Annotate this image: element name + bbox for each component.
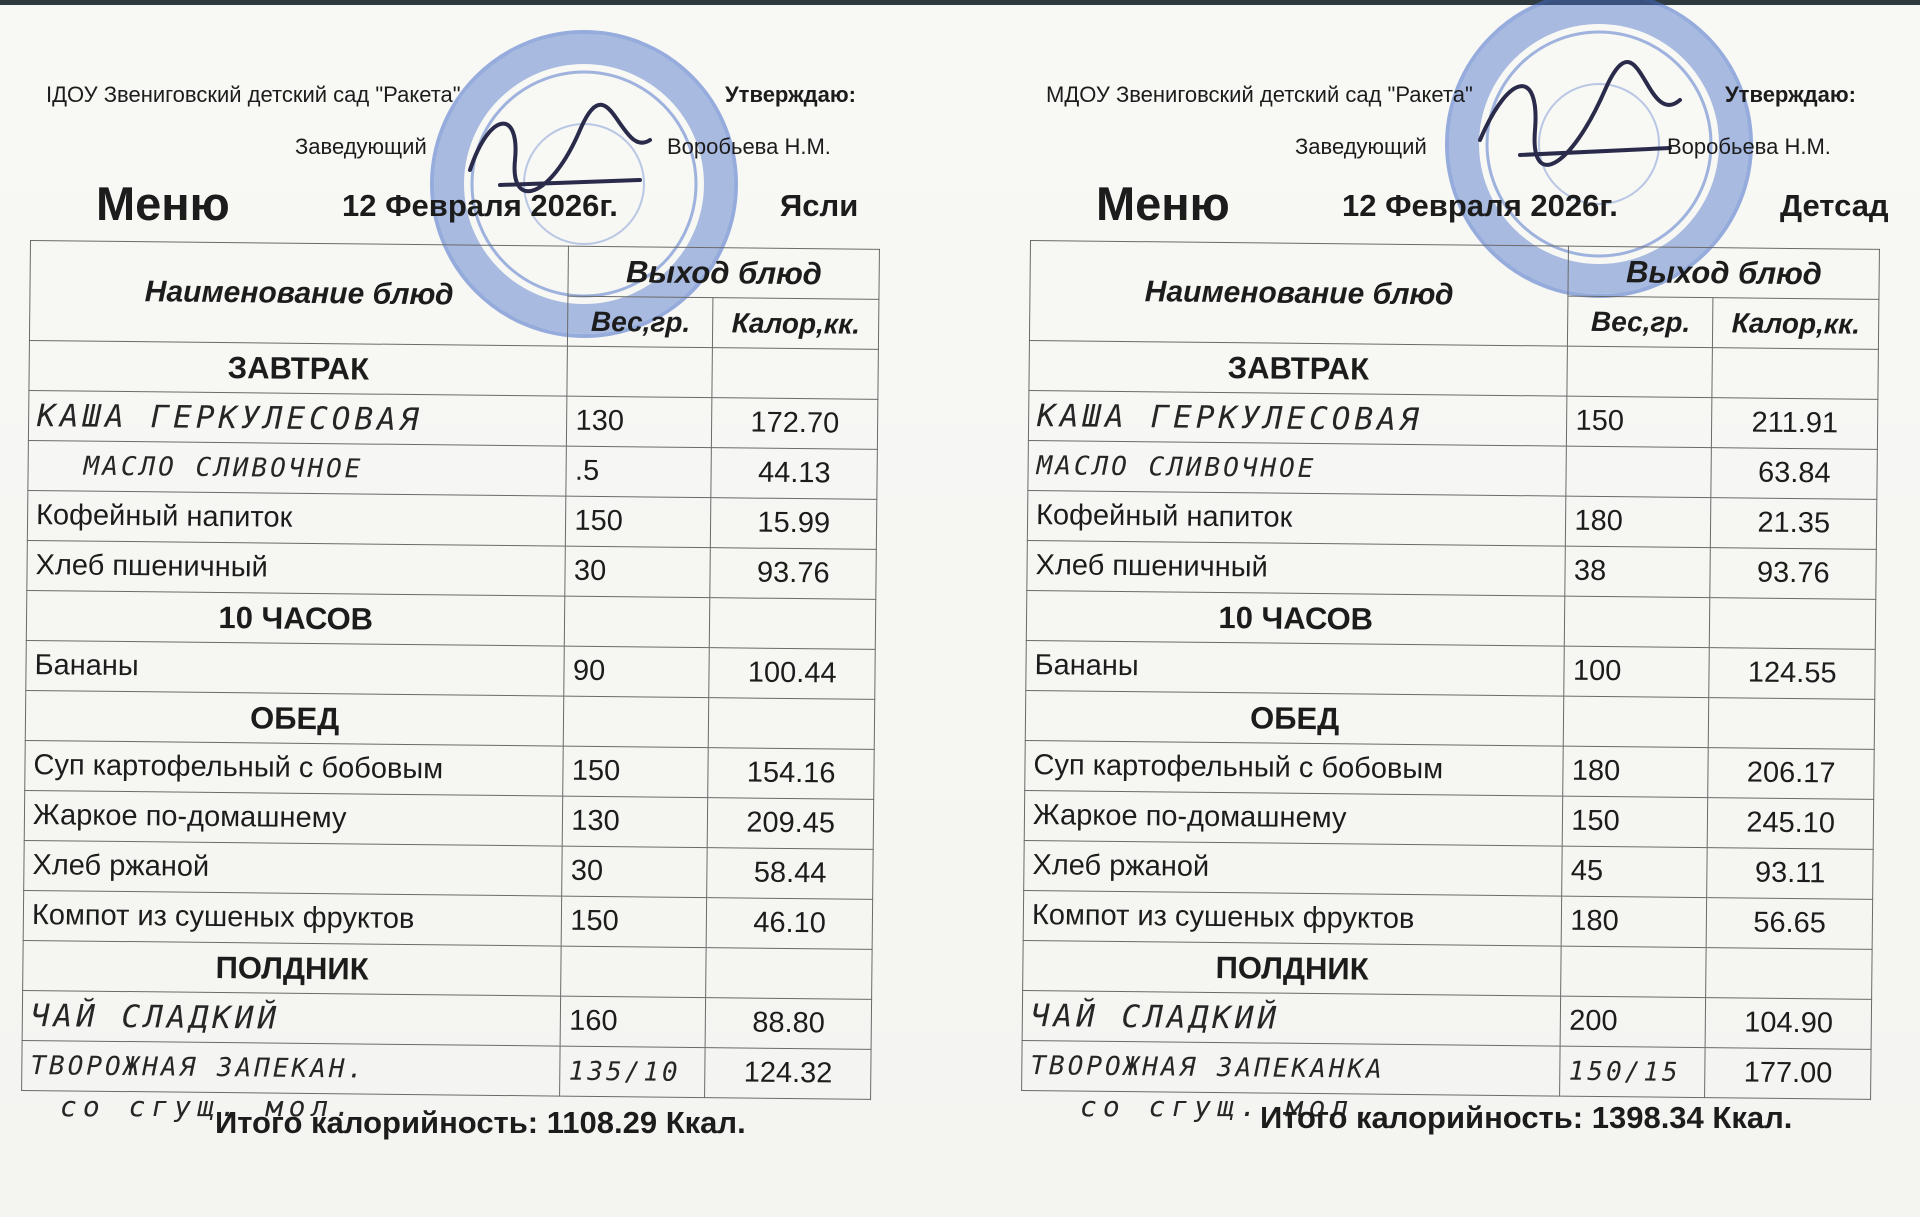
section-row <box>1023 940 1872 999</box>
dish-kcal: 63.84 <box>1711 448 1877 500</box>
dish-weight: 38 <box>1565 546 1711 598</box>
dish-kcal: 44.13 <box>711 448 877 500</box>
dish-name: ТВОРОЖНАЯ ЗАПЕКАН. <box>22 1040 561 1096</box>
dish-weight: 200 <box>1560 996 1706 1048</box>
section-breakfast: ЗАВТРАК <box>29 340 568 396</box>
dish-kcal: 206.17 <box>1708 748 1874 800</box>
dish-kcal: 46.10 <box>707 898 873 950</box>
dish-kcal: 93.76 <box>710 548 876 600</box>
table-row <box>1028 440 1877 499</box>
table-header-row <box>30 241 879 300</box>
dish-name: ЧАЙ СЛАДКИЙ <box>1022 990 1561 1046</box>
dish-kcal: 100.44 <box>709 648 875 700</box>
dish-weight: .5 <box>566 446 712 498</box>
dish-kcal: 209.45 <box>708 798 874 850</box>
menu-date: 12 Февраля 2026г. <box>1342 188 1618 223</box>
menu-table <box>1021 240 1880 1100</box>
dish-kcal: 124.55 <box>1709 648 1875 700</box>
dish-name: Хлеб ржаной <box>24 840 563 896</box>
section-lunch: ОБЕД <box>25 690 564 746</box>
dish-name: Суп картофельный с бобовым <box>1025 740 1564 796</box>
table-row <box>24 840 873 899</box>
handwritten-note: со сгущ. мол. <box>1080 1090 1378 1123</box>
table-row <box>1024 840 1873 899</box>
menu-sheet-kindergarten <box>1000 10 1900 1210</box>
menu-date: 12 Февраля 2026г. <box>342 188 618 223</box>
menu-sheet-nursery <box>0 10 900 1210</box>
head-role: Заведующий <box>1295 134 1427 159</box>
dish-name: Бананы <box>1026 640 1565 696</box>
dish-weight: 180 <box>1566 496 1712 548</box>
dish-kcal: 177.00 <box>1705 1048 1871 1100</box>
column-header-kcal: Калор,кк. <box>1713 298 1879 350</box>
column-header-weight: Вес,гр. <box>1568 296 1714 348</box>
dish-name: ТВОРОЖНАЯ ЗАПЕКАНКА <box>1022 1040 1561 1096</box>
dish-name: МАСЛО СЛИВОЧНОЕ <box>1028 440 1567 496</box>
dish-name: КАША ГЕРКУЛЕСОВАЯ <box>1028 390 1567 446</box>
head-name: Воробьева Н.М. <box>667 134 831 159</box>
dish-weight: 180 <box>1563 746 1709 798</box>
table-row <box>23 890 872 949</box>
head-name: Воробьева Н.М. <box>1667 134 1831 159</box>
dish-weight: 100 <box>1564 646 1710 698</box>
dish-name: Компот из сушеных фруктов <box>23 890 562 946</box>
dish-kcal: 93.11 <box>1707 848 1873 900</box>
table-row <box>1027 490 1876 549</box>
dish-kcal: 15.99 <box>711 498 877 550</box>
approve-label: Утверждаю: <box>725 82 856 107</box>
menu-table <box>21 240 880 1100</box>
column-header-output: Выход блюд <box>1568 246 1879 299</box>
dish-name: КАША ГЕРКУЛЕСОВАЯ <box>28 390 567 446</box>
menu-group: Ясли <box>780 188 859 223</box>
dish-weight: 150 <box>566 496 712 548</box>
column-header-name: Наименование блюд <box>29 241 568 347</box>
dish-name: Бананы <box>26 640 565 696</box>
dish-name: Кофейный напиток <box>27 490 566 546</box>
dish-weight: 180 <box>1562 896 1708 948</box>
signature <box>1470 60 1690 185</box>
section-lunch: ОБЕД <box>1025 690 1564 746</box>
dish-kcal: 245.10 <box>1708 798 1874 850</box>
table-row <box>25 740 874 799</box>
approve-label: Утверждаю: <box>1725 82 1856 107</box>
table-row <box>1027 540 1876 599</box>
section-row <box>23 940 872 999</box>
dish-name: Кофейный напиток <box>1027 490 1566 546</box>
dish-weight: 135/10 <box>560 1046 706 1098</box>
section-row <box>29 340 878 399</box>
menu-group: Детсад <box>1780 188 1889 223</box>
dish-kcal: 154.16 <box>708 748 874 800</box>
total-calories: Итого калорийность: 1108.29 Ккал. <box>215 1105 746 1140</box>
dish-name: МАСЛО СЛИВОЧНОЕ <box>28 440 567 496</box>
column-header-output: Выход блюд <box>568 246 879 299</box>
dish-name: Хлеб пшеничный <box>1027 540 1566 596</box>
dish-weight: 150 <box>563 746 709 798</box>
table-row <box>1022 990 1871 1049</box>
table-row <box>28 440 877 499</box>
section-ten: 10 ЧАСОВ <box>1026 590 1565 646</box>
dish-weight: 30 <box>562 846 708 898</box>
dish-kcal: 172.70 <box>712 398 878 450</box>
handwritten-note: со сгущ. мол. <box>60 1090 358 1123</box>
dish-weight: 150 <box>1567 396 1713 448</box>
table-row <box>27 490 876 549</box>
dish-weight: 30 <box>565 546 711 598</box>
dish-kcal: 56.65 <box>1707 898 1873 950</box>
dish-kcal: 58.44 <box>707 848 873 900</box>
column-header-weight: Вес,гр. <box>568 296 714 348</box>
dish-weight: 130 <box>563 796 709 848</box>
section-row <box>26 590 875 649</box>
dish-weight: 160 <box>560 996 706 1048</box>
column-header-kcal: Калор,кк. <box>713 298 879 350</box>
dish-weight <box>1566 446 1712 498</box>
table-header-row <box>1030 241 1879 300</box>
table-row <box>26 640 875 699</box>
dish-name: Хлеб пшеничный <box>27 540 566 596</box>
dish-weight: 130 <box>567 396 713 448</box>
dish-weight: 90 <box>564 646 710 698</box>
column-header-name: Наименование блюд <box>1029 241 1568 347</box>
section-row <box>25 690 874 749</box>
dish-name: Компот из сушеных фруктов <box>1023 890 1562 946</box>
dish-name: Хлеб ржаной <box>1024 840 1563 896</box>
section-snack: ПОЛДНИК <box>23 940 562 996</box>
table-row <box>28 390 877 449</box>
table-row <box>1023 890 1872 949</box>
table-row <box>24 790 873 849</box>
dish-kcal: 211.91 <box>1712 398 1878 450</box>
table-row <box>27 540 876 599</box>
table-row <box>22 990 871 1049</box>
dish-kcal: 93.76 <box>1710 548 1876 600</box>
table-row <box>1025 740 1874 799</box>
table-row <box>1028 390 1877 449</box>
dish-name: Жаркое по-домашнему <box>24 790 563 846</box>
section-row <box>1029 340 1878 399</box>
dish-name: Суп картофельный с бобовым <box>25 740 564 796</box>
dish-kcal: 124.32 <box>705 1048 871 1100</box>
dish-name: Жаркое по-домашнему <box>1024 790 1563 846</box>
dish-weight: 150 <box>1563 796 1709 848</box>
section-row <box>1025 690 1874 749</box>
dish-weight: 150/15 <box>1560 1046 1706 1098</box>
dish-kcal: 104.90 <box>1706 998 1872 1050</box>
dish-weight: 150 <box>562 896 708 948</box>
section-row <box>1026 590 1875 649</box>
head-role: Заведующий <box>295 134 427 159</box>
table-row <box>1024 790 1873 849</box>
total-calories: Итого калорийность: 1398.34 Ккал. <box>1260 1100 1793 1135</box>
menu-title: Меню <box>96 177 230 230</box>
organization-name: ІДОУ Звениговский детский сад "Ракета" <box>46 82 461 107</box>
section-snack: ПОЛДНИК <box>1023 940 1562 996</box>
section-breakfast: ЗАВТРАК <box>1029 340 1568 396</box>
section-ten: 10 ЧАСОВ <box>26 590 565 646</box>
organization-name: МДОУ Звениговский детский сад "Ракета" <box>1046 82 1473 107</box>
dish-weight: 45 <box>1562 846 1708 898</box>
table-row <box>1026 640 1875 699</box>
menu-title: Меню <box>1096 177 1230 230</box>
dish-kcal: 21.35 <box>1711 498 1877 550</box>
dish-name: ЧАЙ СЛАДКИЙ <box>22 990 561 1046</box>
dish-kcal: 88.80 <box>706 998 872 1050</box>
